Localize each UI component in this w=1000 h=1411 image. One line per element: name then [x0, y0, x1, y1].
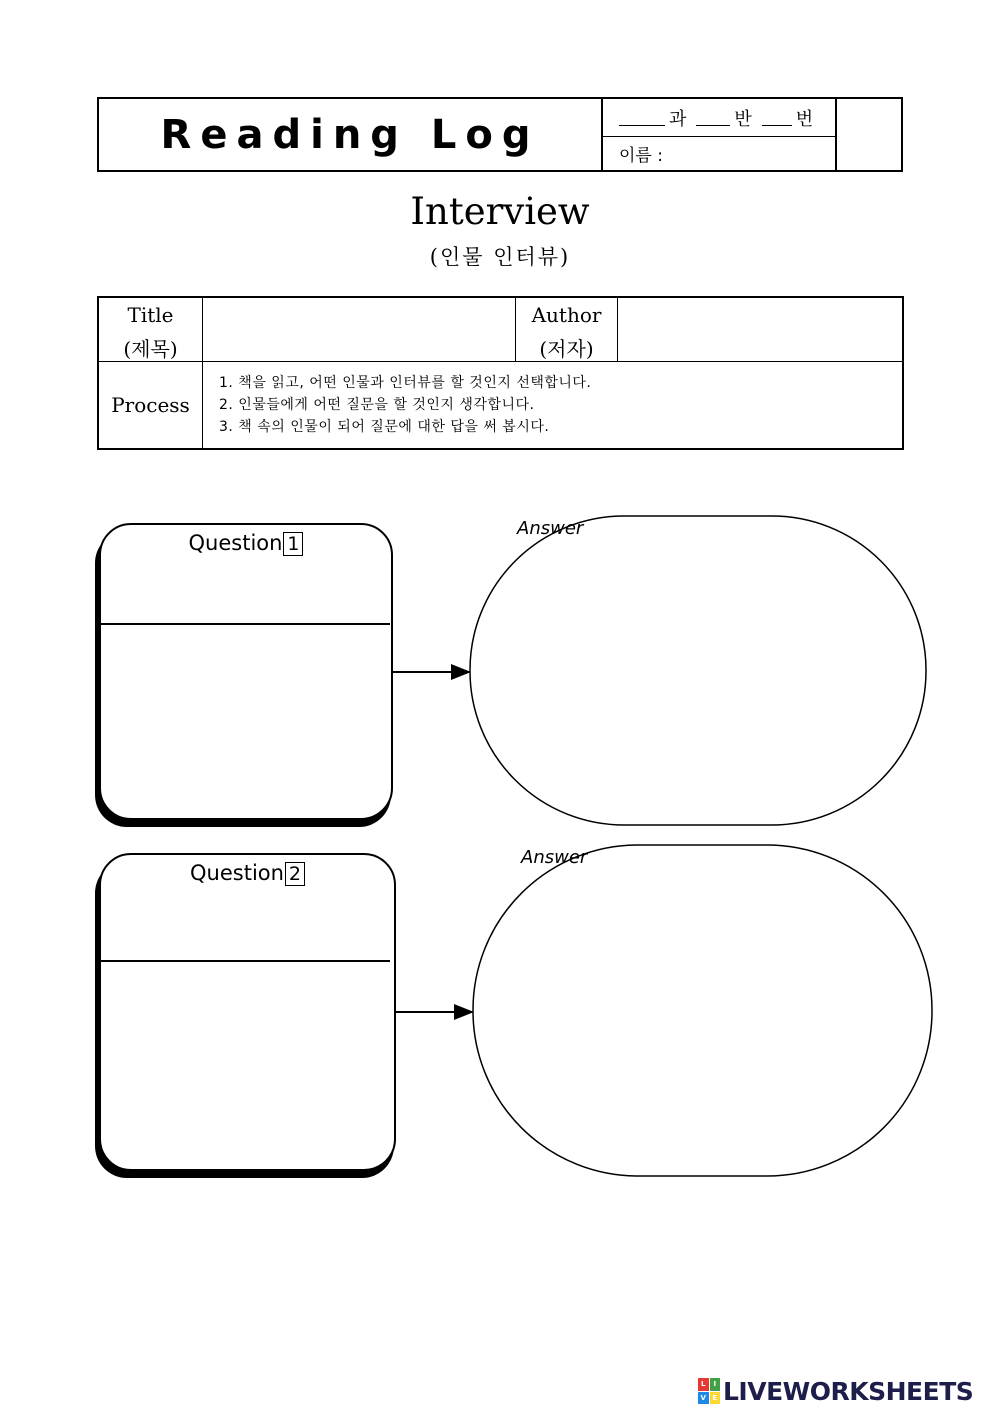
title-label-ko: (제목) [123, 337, 178, 361]
answer-1-label: Answer [517, 518, 584, 539]
reading-log-title: Reading Log [160, 111, 540, 158]
ban-label: 반 [734, 108, 752, 130]
question-card-1[interactable] [99, 523, 393, 820]
number-label: 번 [795, 108, 814, 130]
answer-oval-1[interactable] [470, 516, 926, 825]
question-2-number: 2 [285, 862, 305, 886]
brand-logo-tile-l: L [698, 1378, 709, 1391]
page-title: Interview [410, 190, 590, 233]
author-label-ko: (저자) [539, 337, 594, 361]
question-2-label: Question [190, 861, 284, 885]
process-step-1: 1. 책을 읽고, 어떤 인물과 인터뷰를 할 것인지 선택합니다. [219, 375, 592, 391]
process-label: Process [99, 362, 203, 448]
answer-oval-2[interactable] [473, 845, 932, 1176]
class-label: 과 [669, 108, 687, 130]
question-1-divider [101, 623, 390, 625]
answer-2-label: Answer [521, 847, 588, 868]
brand-footer [698, 1376, 973, 1406]
question-1-label: Question [188, 531, 283, 555]
process-step-2: 2. 인물들에게 어떤 질문을 할 것인지 생각합니다. [219, 397, 535, 413]
process-step-3: 3. 책 속의 인물이 되어 질문에 대한 답을 써 봅시다. [219, 419, 550, 435]
page-subtitle: (인물 인터뷰) [429, 245, 571, 269]
brand-logo-tile-e: E [710, 1392, 721, 1405]
brand-name: LIVEWORKSHEETS [723, 1376, 974, 1406]
author-label: Author [531, 303, 602, 327]
brand-logo-tile-v: V [698, 1392, 709, 1405]
question-2-divider [101, 960, 390, 962]
question-card-2[interactable] [99, 853, 396, 1171]
question-1-number: 1 [283, 532, 303, 556]
name-label: 이름 : [619, 146, 663, 166]
brand-logo-icon [698, 1378, 720, 1404]
question-2-title [101, 861, 394, 886]
question-1-title [101, 531, 391, 556]
title-label: Title [127, 303, 174, 327]
brand-logo-tile-i: I [710, 1378, 721, 1391]
